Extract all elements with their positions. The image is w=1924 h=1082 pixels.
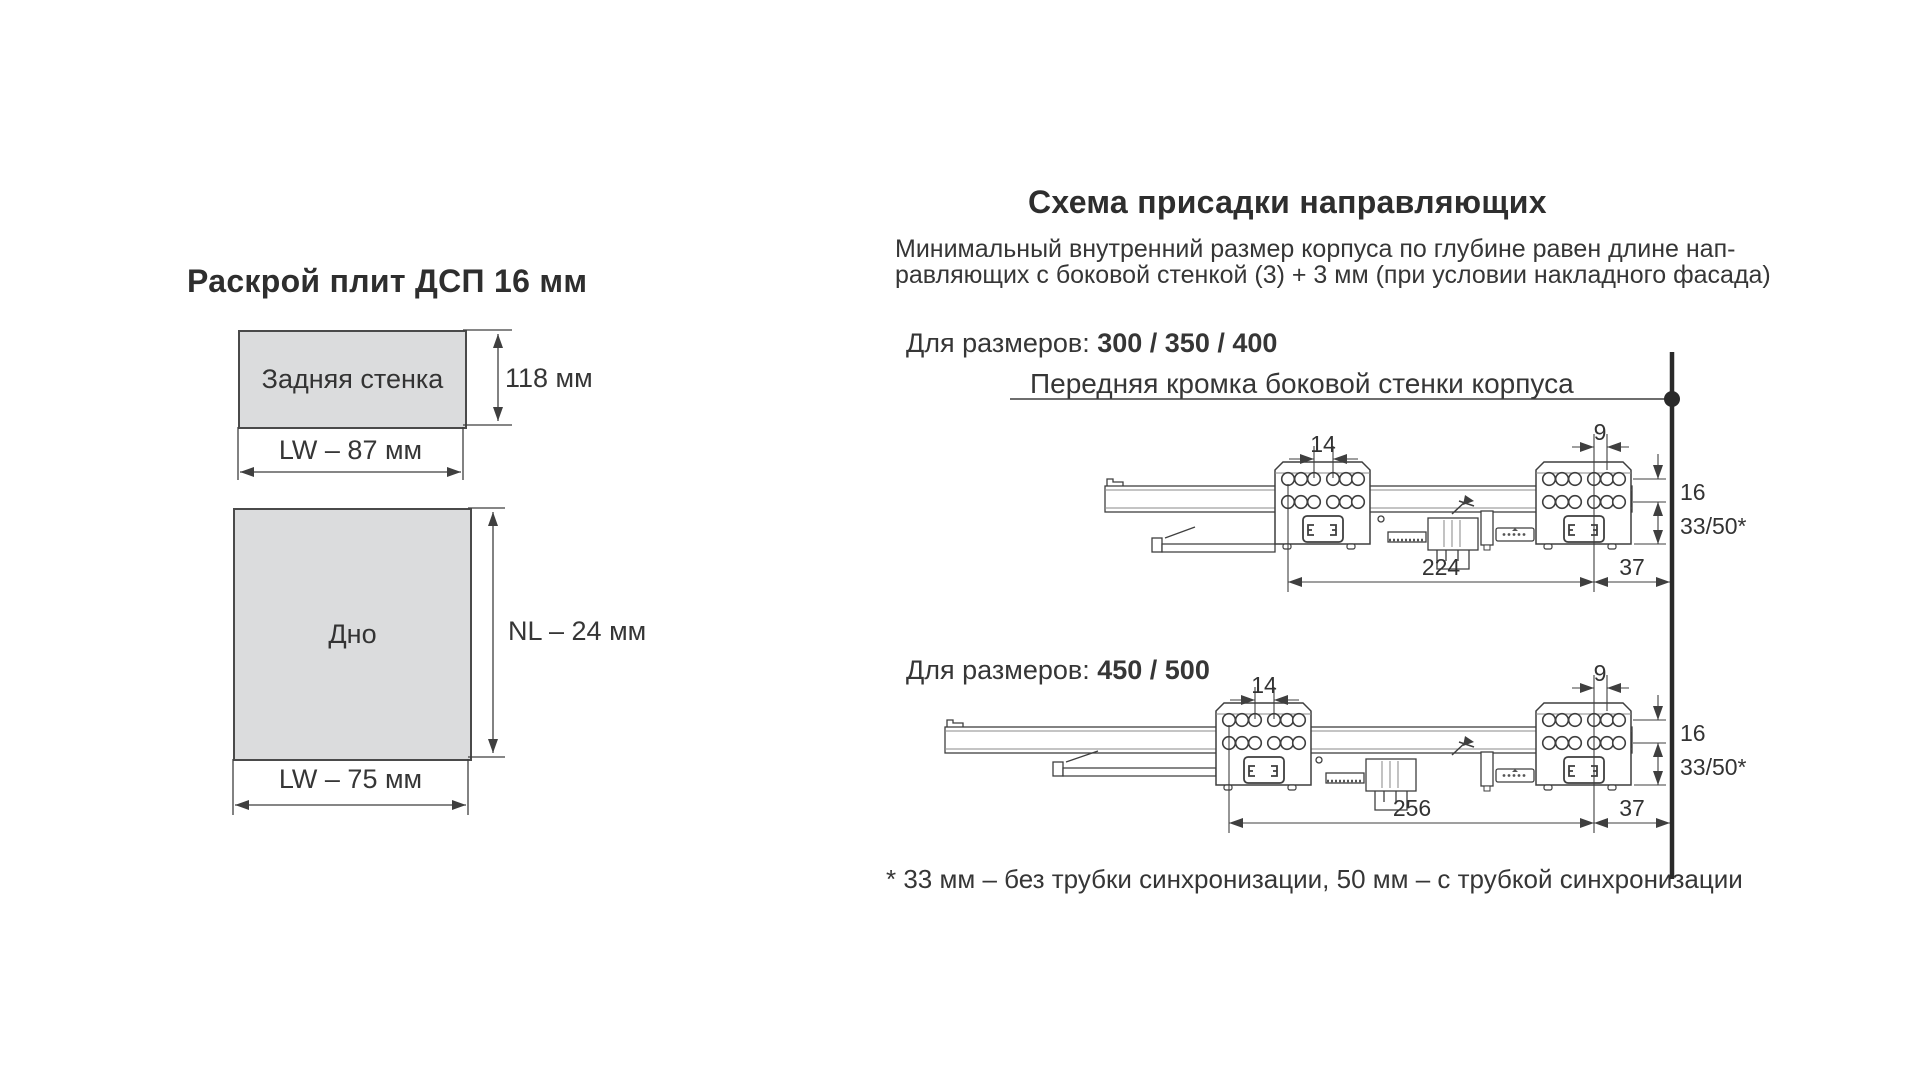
left-panel-dimensions	[233, 330, 512, 815]
size-values: 300 / 350 / 400	[1097, 328, 1278, 358]
dim-pitch-right: 9	[1593, 660, 1607, 686]
footnote: * 33 мм – без трубки синхронизации, 50 мм – с трубкой синхронизации	[886, 864, 1743, 894]
dim-depth: 33/50*	[1680, 513, 1747, 539]
left-panel-title: Раскрой плит ДСП 16 мм	[187, 263, 588, 299]
dim-pitch-left: 14	[1310, 431, 1336, 457]
size-values: 450 / 500	[1097, 655, 1210, 685]
drawer-support	[1152, 527, 1275, 552]
dim-front-offset: 37	[1619, 554, 1645, 580]
front-edge-label: Передняя кромка боковой стенки корпуса	[1030, 368, 1574, 399]
back-panel-height-dim: 118 мм	[505, 363, 593, 393]
bottom-panel-width-dim: LW – 75 мм	[278, 764, 423, 794]
size-label-prefix: Для размеров:	[906, 655, 1098, 685]
reference-dot	[1664, 391, 1680, 407]
dim-length: 256	[1392, 795, 1432, 821]
bottom-panel-label: Дно	[328, 619, 377, 649]
description-line-1: Минимальный внутренний размер корпуса по глубине равен длине нап-	[895, 235, 1736, 263]
dim-length: 224	[1421, 554, 1461, 580]
slide-drawing-300-400	[1105, 419, 1747, 592]
dim-pitch-right: 9	[1593, 419, 1607, 445]
back-panel-label: Задняя стенка	[261, 364, 444, 394]
drawer-support	[1053, 751, 1216, 776]
dim-depth: 33/50*	[1680, 754, 1747, 780]
right-panel-title: Схема присадки направляющих	[1028, 184, 1547, 220]
dim-row-spacing: 16	[1680, 479, 1706, 505]
dim-pitch-left: 14	[1251, 672, 1277, 698]
back-panel-width-dim: LW – 87 мм	[278, 435, 423, 465]
dim-front-offset: 37	[1619, 795, 1645, 821]
description-line-2: равляющих с боковой стенкой (3) + 3 мм (при условии накладного фасада)	[895, 261, 1771, 289]
bottom-panel-height-dim: NL – 24 мм	[508, 616, 647, 646]
size-label-prefix: Для размеров:	[906, 328, 1098, 358]
dim-row-spacing: 16	[1680, 720, 1706, 746]
slide-drawing-450-500	[945, 660, 1747, 833]
